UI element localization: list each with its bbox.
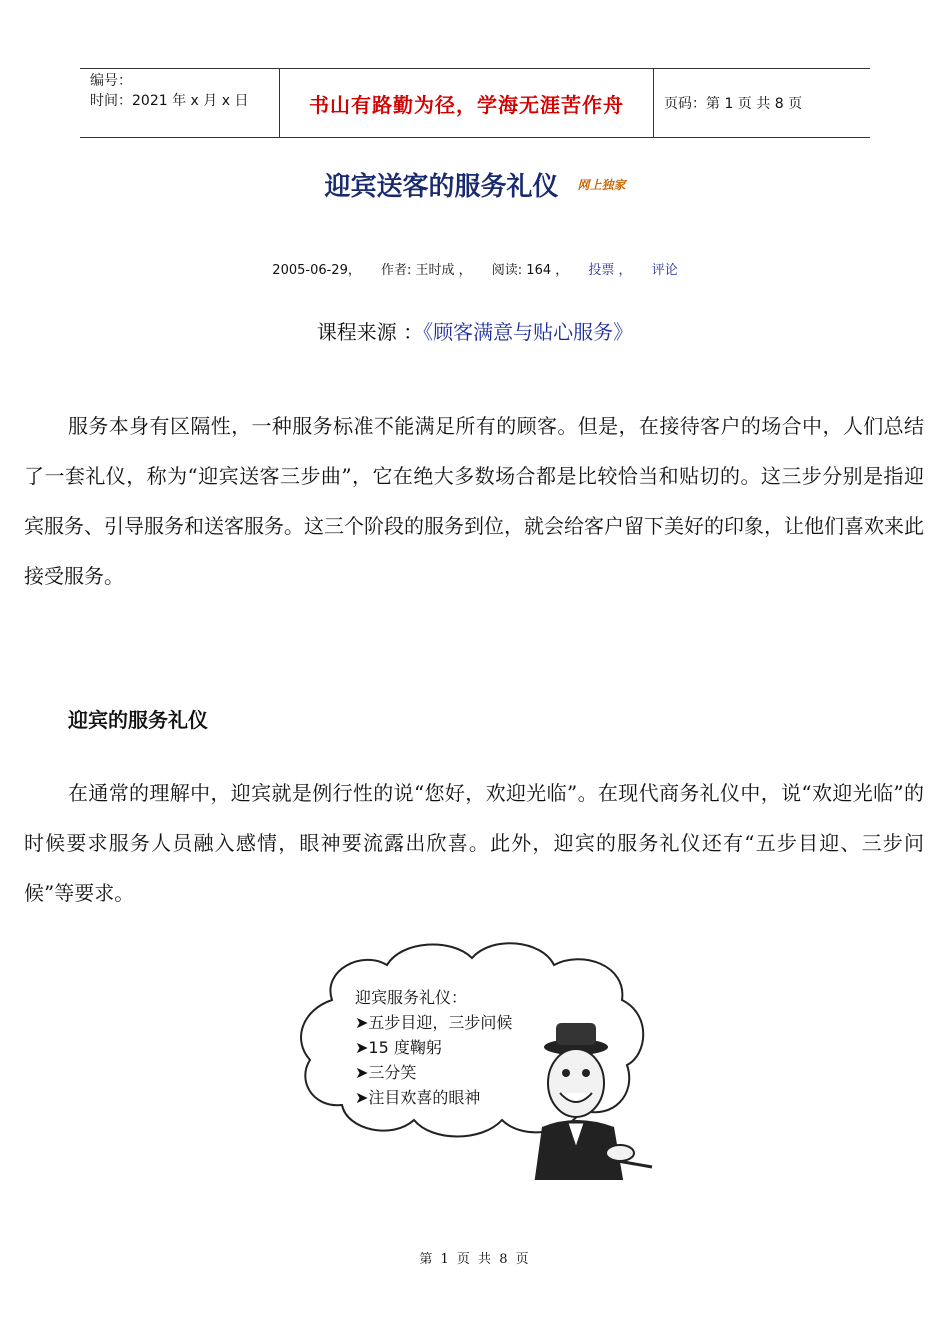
time-label: 时间：2021 年 x 月 x 日 [90,93,249,109]
course-label: 课程来源 ： [316,320,424,344]
header-page-info: 页码：第 1 页 共 8 页 [664,96,803,112]
title-row [0,166,950,203]
illustration-item: ➤注目欢喜的眼神 [355,1088,481,1107]
illustration-item: ➤五步目迎，三步问候 [355,1013,513,1032]
comment-link[interactable]: 评论 [651,263,678,278]
cartoon-man [534,1023,652,1180]
intro-paragraph: 服务本身有区隔性，一种服务标准不能满足所有的顾客。但是，在接待客户的场合中，人们总结了一套礼仪，称为“迎宾送客三步曲”，它在绝大多数场合都是比较恰当和贴切的。这三步分别是指迎宾服务、引导服务和送客服务。这三个阶段的服务到位，就会给客户留下美好的印象，让他们喜欢来此接受服务。 [24,414,924,588]
header-motto: 书山有路勤为径，学海无涯苦作舟 [280,69,654,137]
illustration-text [355,985,512,1110]
number-label: 编号： [90,73,132,89]
welcome-paragraph: 在通常的理解中，迎宾就是例行性的说“您好，欢迎光临”。在现代商务礼仪中，说“欢迎光临”的时候要求服务人员融入感情，眼神要流露出欣喜。此外，迎宾的服务礼仪还有“五步目迎、三步问候”等要求。 [24,781,924,905]
illustration-item: ➤15 度鞠躬 [355,1038,442,1057]
illustration-heading: 迎宾服务礼仪： [355,988,468,1007]
page-header [80,68,870,138]
meta-reads: 阅读: 164 ， [491,263,569,278]
course-source [0,316,950,345]
meta-date: 2005-06-29， [272,263,361,278]
course-link[interactable]: 《顾客满意与贴心服务》 [423,320,634,344]
page-footer: 第 1 页 共 8 页 [419,1252,531,1267]
illustration-item: ➤三分笑 [355,1063,417,1082]
header-info [80,69,280,137]
meta-author: 作者: 王时成 ， [381,263,472,278]
vote-link[interactable]: 投票 ， [588,263,632,278]
exclusive-badge: 网上独家 [577,178,626,192]
article-meta [0,259,950,278]
section-heading: 迎宾的服务礼仪 [68,708,208,732]
page-title: 迎宾送客的服务礼仪 [324,172,559,202]
